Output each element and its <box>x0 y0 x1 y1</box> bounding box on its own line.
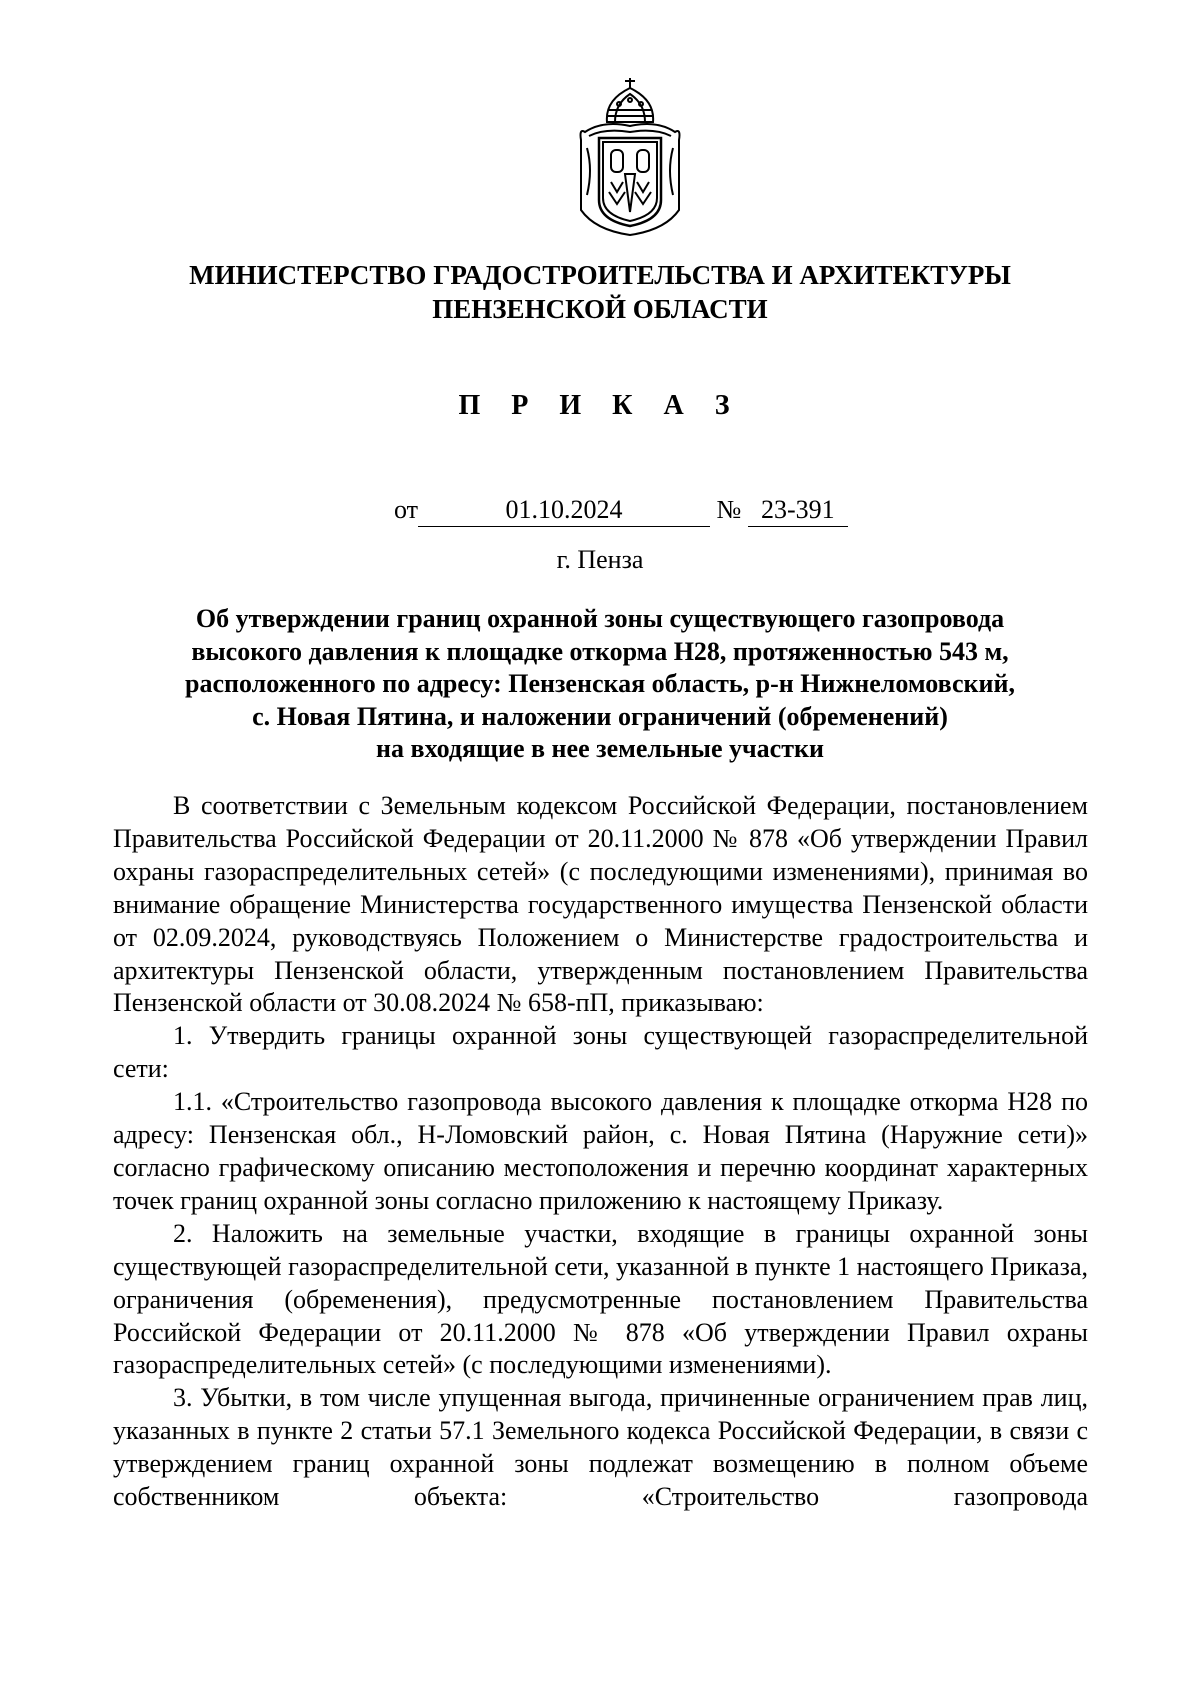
subject-line4: с. Новая Пятина, и наложении ограничений (обременений) <box>252 701 948 731</box>
document-type: П Р И К А З <box>458 390 742 421</box>
ministry-title-line2: ПЕНЗЕНСКОЙ ОБЛАСТИ <box>432 294 768 324</box>
ministry-title <box>100 258 1100 326</box>
subject-line2: высокого давления к площадке откорма Н28, протяженностью 543 м, <box>191 636 1009 666</box>
subject-line1: Об утверждении границ охранной зоны существующего газопровода <box>195 604 1005 633</box>
order-date: 01.10.2024 <box>418 494 710 527</box>
order-number: 23-391 <box>748 494 848 527</box>
ministry-title-line1: МИНИСТЕРСТВО ГРАДОСТРОИТЕЛЬСТВА И АРХИТЕКТУРЫ <box>189 260 1011 290</box>
coat-of-arms-icon <box>565 70 695 240</box>
number-prefix: № <box>716 495 742 524</box>
subject-line5: на входящие в нее земельные участки <box>376 734 824 763</box>
order-subject <box>100 603 1100 766</box>
subject-line3: расположенного по адресу: Пензенская область, р-н Нижнеломовский, <box>185 669 1015 698</box>
order-body <box>113 790 1088 1514</box>
paragraph-preamble: В соответствии с Земельным кодексом Российской Федерации, постановлением Правительства Российской Федерации от 20.11.2000 № 878 «Об утверждении Правил охраны газораспределительных сетей» (с последующими изменениями), принимая во внимание обращение Министерства государственного имущества Пензенской области от 02.09.2024, руководствуясь Положением о Министерстве градостроительства и архитектуры Пензенской области, утвержденным постановлением Правительства Пензенской области от 30.08.2024 № 658-пП, приказываю: <box>113 791 1088 1018</box>
paragraph-item-1: 1. Утвердить границы охранной зоны существующей газораспределительной сети: <box>113 1021 1088 1084</box>
date-prefix: от <box>394 495 419 524</box>
paragraph-item-3: 3. Убытки, в том числе упущенная выгода, причиненные ограничением прав лиц, указанных в пункте 2 статьи 57.1 Земельного кодекса Российской Федерации, в связи с утверждением границ охранной зоны подлежат возмещению в полном объеме собственником объекта: «Строительство газопровода <box>113 1383 1088 1512</box>
order-date-number-line <box>394 494 848 527</box>
paragraph-item-2: 2. Наложить на земельные участки, входящие в границы охранной зоны существующей газораспределительной сети, указанной в пункте 1 настоящего Приказа, ограничения (обременения), предусмотренные постановлением Правительства Российской Федерации от 20.11.2000 № 878 «Об утверждении Правил охраны газораспределительных сетей» (с последующими изменениями). <box>113 1218 1088 1380</box>
paragraph-item-1-1: 1.1. «Строительство газопровода высокого давления к площадке откорма Н28 по адресу: Пензенская обл., Н-Ломовский район, с. Новая Пятина (Наружние сети)» согласно графическому описанию местоположения и перечню координат характерных точек границ охранной зоны согласно приложению к настоящему Приказу. <box>113 1087 1088 1215</box>
city: г. Пенза <box>556 545 644 574</box>
